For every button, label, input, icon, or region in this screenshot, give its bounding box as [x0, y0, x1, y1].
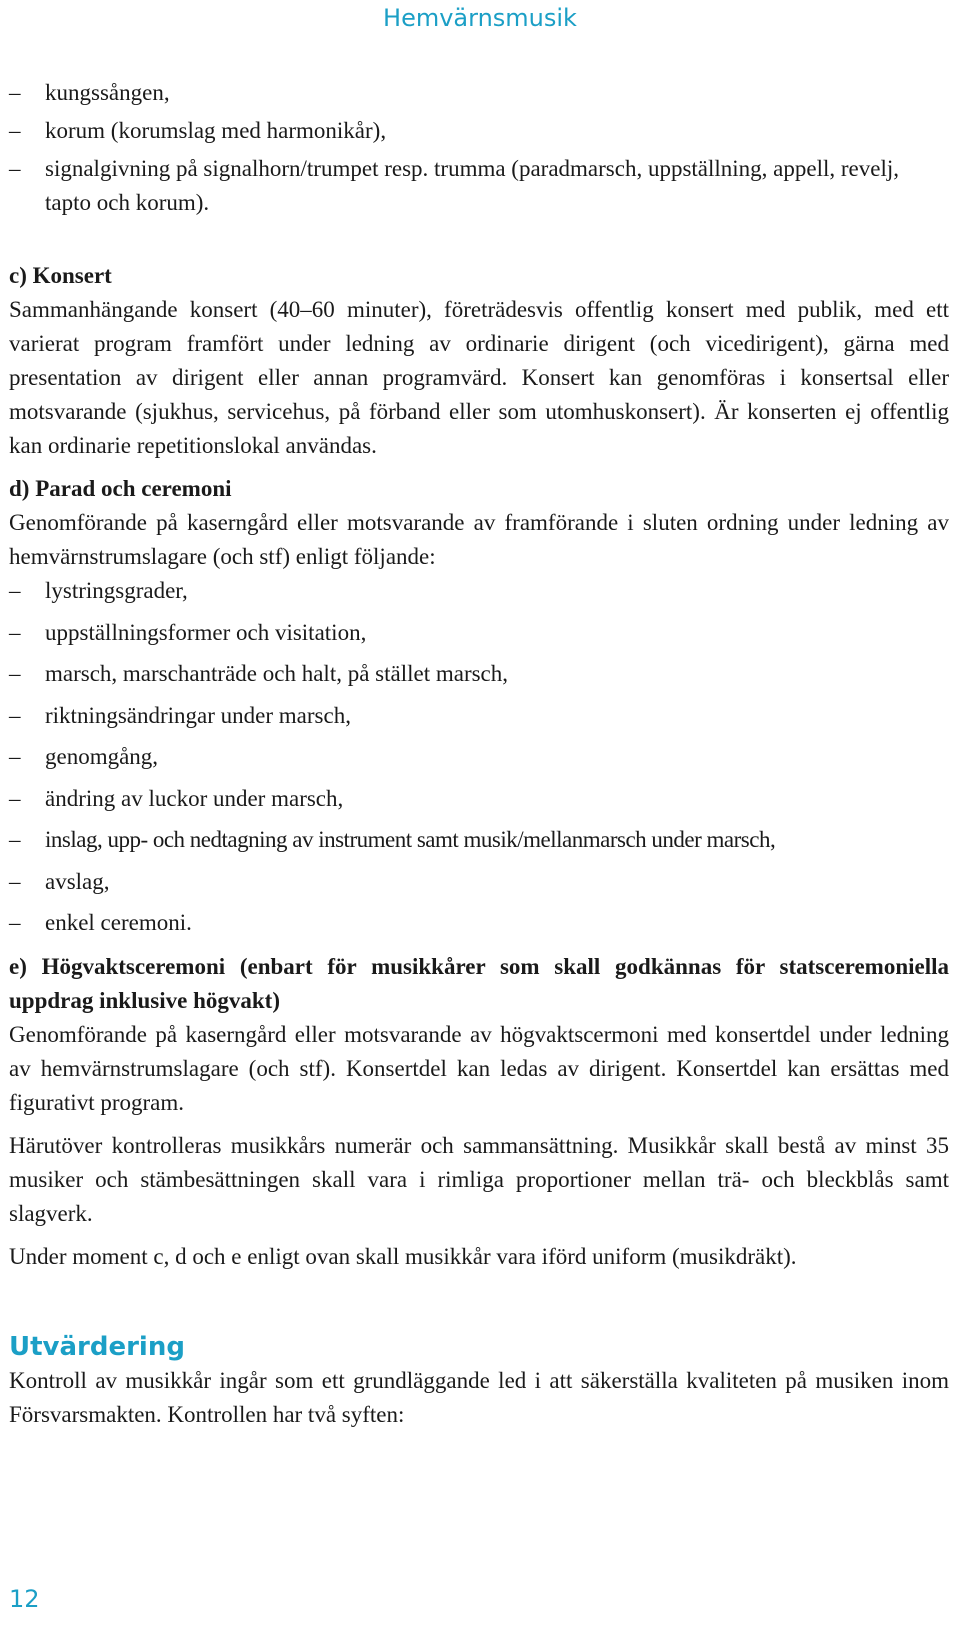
list-item-text: riktningsändringar under marsch,: [45, 702, 351, 728]
list-item-text: enkel ceremoni.: [45, 910, 192, 935]
list-item: [9, 782, 949, 815]
section-c-body: Sammanhängande konsert (40–60 minuter), företrädesvis offentlig konsert med publik, med ett varierat program framfört under ledning av ordinarie dirigent (och vicedirigent), gärna med presentation av dirigent eller annan programvärd. Konsert kan genomföras i konsertsal eller motsvarande (sjukhus, servicehus, på förband eller som utomhuskonsert). Är konserten ej offentlig kan ordinarie repetitionslokal användas.: [9, 297, 949, 458]
list-item: [9, 823, 949, 856]
list-item-text: kungssången,: [45, 80, 170, 105]
page-body: [9, 76, 949, 1432]
list-item-text: avslag,: [45, 868, 110, 894]
list-item-text: genomgång,: [45, 744, 159, 769]
section-c: [9, 259, 949, 463]
dash-bullet: –: [9, 702, 21, 728]
list-item: [9, 906, 949, 939]
dash-bullet: –: [9, 785, 21, 811]
dash-bullet: –: [9, 910, 21, 935]
list-item: [9, 865, 949, 898]
list-item-text: inslag, upp- och nedtagning av instrument samt musik/mellanmarsch under marsch,: [45, 827, 776, 852]
list-item: [9, 114, 949, 148]
list-item: [9, 657, 949, 690]
paragraph-numerar: Härutöver kontrolleras musikkårs numerär och sammansättning. Musikkår skall bestå av minst 35 musiker och stämbesättningen skall vara i rimliga proportioner mellan trä- och bleckblås samt slagverk.: [9, 1133, 949, 1226]
section-c-heading: c) Konsert: [9, 263, 112, 288]
section-d-body: Genomförande på kaserngård eller motsvarande av framförande i sluten ordning under ledning av hemvärnstrumslagare (och stf) enligt följande:: [9, 510, 949, 569]
list-item-text: lystringsgrader,: [45, 578, 188, 603]
dash-bullet: –: [9, 827, 20, 852]
list-item: [9, 574, 949, 607]
page-number: 12: [9, 1585, 40, 1613]
dash-bullet: –: [9, 80, 21, 105]
utvardering-body: Kontroll av musikkår ingår som ett grundläggande led i att säkerställa kvaliteten på musiken inom Försvarsmakten. Kontrollen har två syften:: [9, 1368, 949, 1427]
dash-bullet: –: [9, 661, 21, 686]
list-item-text: ändring av luckor under marsch,: [45, 785, 344, 811]
dash-bullet: –: [9, 744, 21, 769]
list-item: [9, 616, 949, 649]
dash-bullet: –: [9, 156, 21, 181]
utvardering-heading: Utvärdering: [9, 1332, 185, 1362]
list-item: [9, 699, 949, 732]
list-item: [9, 76, 949, 110]
running-header: Hemvärnsmusik: [383, 4, 577, 32]
section-d: [9, 472, 949, 939]
section-e-heading: e) Högvaktsceremoni (enbart för musikkårer som skall godkännas för statsceremoniella uppdrag inklusive högvakt): [9, 954, 949, 1013]
section-e: [9, 950, 949, 1120]
section-e-body: Genomförande på kaserngård eller motsvarande av högvaktscermoni med konsertdel under ledning av hemvärnstrumslagare (och stf). Konsertdel kan ledas av dirigent. Konsertdel kan ersättas med figurativt program.: [9, 1022, 949, 1115]
list-item: [9, 740, 949, 773]
list-item-text: uppställningsformer och visitation,: [45, 619, 367, 645]
list-item: [9, 152, 949, 220]
list-item-text: korum (korumslag med harmonikår),: [45, 118, 387, 143]
intro-list: [9, 76, 949, 220]
dash-bullet: –: [9, 619, 21, 645]
section-d-list: [9, 574, 949, 939]
list-item-text: marsch, marschanträde och halt, på stället marsch,: [45, 661, 509, 686]
dash-bullet: –: [9, 118, 21, 143]
dash-bullet: –: [9, 868, 21, 894]
paragraph-uniform: Under moment c, d och e enligt ovan skall musikkår vara iförd uniform (musikdräkt).: [9, 1244, 797, 1269]
section-d-heading: d) Parad och ceremoni: [9, 476, 232, 501]
list-item-text: signalgivning på signalhorn/trumpet resp. trumma (paradmarsch, uppställning, appell, revelj, tapto och korum).: [45, 156, 899, 215]
dash-bullet: –: [9, 578, 21, 603]
